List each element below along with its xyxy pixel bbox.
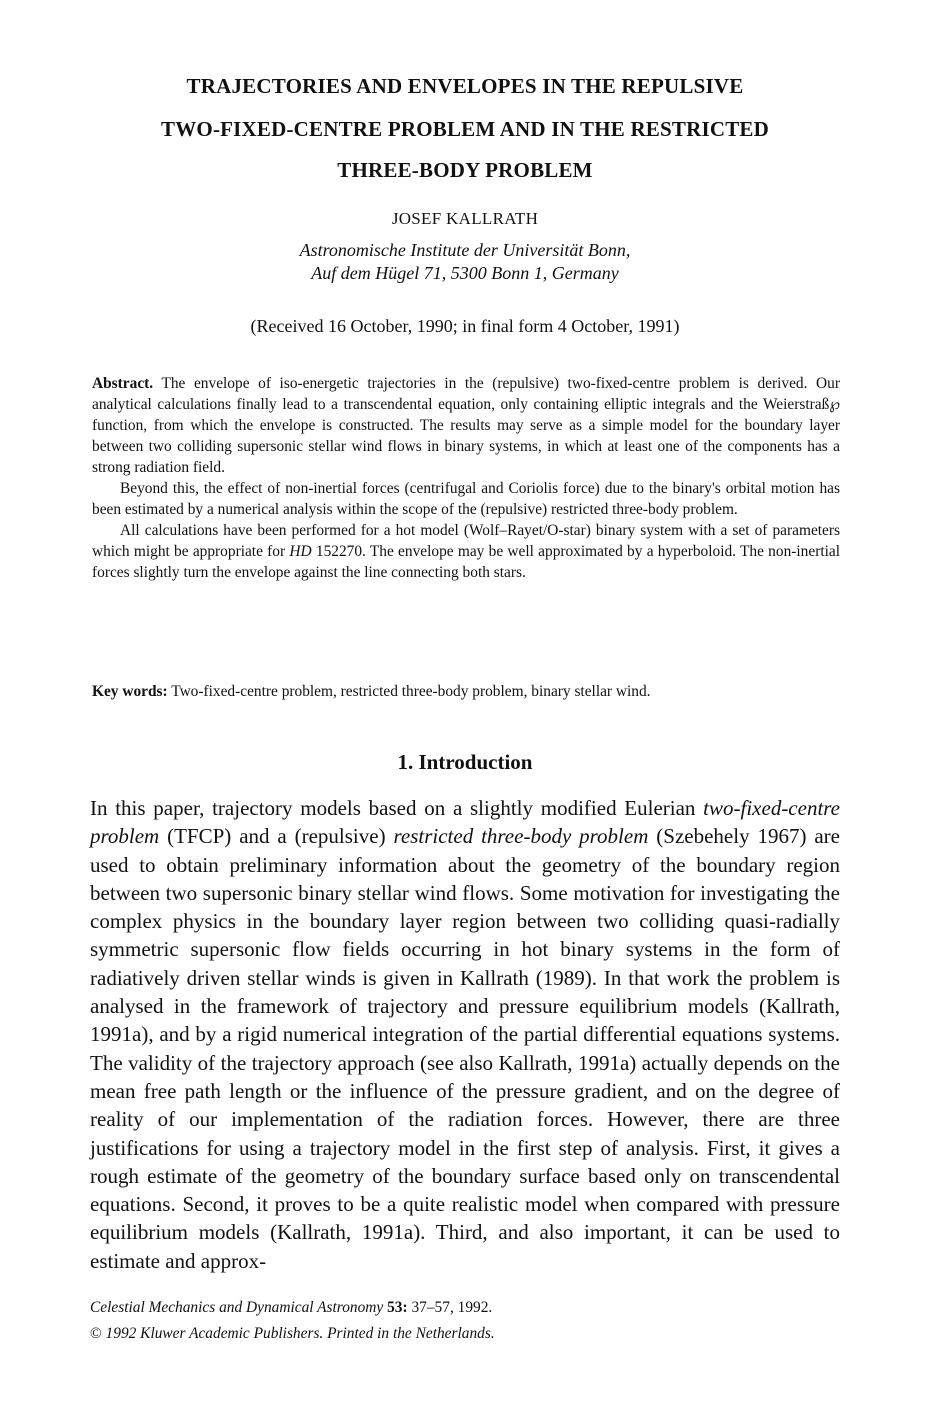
journal-citation [90,1299,840,1317]
intro-term-r3bp: restricted three-body problem [393,824,649,849]
abstract-paragraph-2: Beyond this, the effect of non-inertial forces (centrifugal and Coriolis force) due to the binary's orbital motion has been estimated by a numerical analysis within the scope of the (repulsive) restricted three-body problem. [92,480,840,518]
affiliation-line-1: Astronomische Institute der Universität Bonn, [299,240,631,260]
journal-pages: 37–57, 1992. [407,1299,493,1316]
introduction-body [90,794,840,1275]
abstract-hd-label: HD [289,543,312,560]
paper-title-line-1: TRAJECTORIES AND ENVELOPES IN THE REPULSIVE [186,74,744,98]
keywords-label: Key words: [92,683,168,700]
abstract-text-3a: All calculations have been performed for a hot model (Wolf–Rayet/O-star) binary system with a set of parameters which might be appropriate for [92,522,840,560]
author-name: JOSEF KALLRATH [391,209,539,228]
journal-volume: 53: [387,1299,408,1316]
intro-term-tfcp: two-fixed-centre problem [90,796,840,849]
introduction-paragraph [90,794,840,1275]
intro-text-1: In this paper, trajectory models based on a slightly modified Eulerian [90,796,704,820]
paper-title-line-3: THREE-BODY PROBLEM [337,158,593,182]
abstract-text-1: The envelope of iso-energetic trajectories in the (repulsive) two-fixed-centre problem is derived. Our analytical calculations finally lead to a transcendental equation, only containing elliptic integrals and the Weierstraß℘ function, from which the envelope is constructed. The results may serve as a simple model for the boundary layer between two colliding supersonic stellar wind flows in binary systems, in which at least one of the components has a strong radiation field. [92,375,840,476]
received-dates: (Received 16 October, 1990; in final form 4 October, 1991) [250,316,680,336]
journal-name: Celestial Mechanics and Dynamical Astronomy [90,1299,384,1316]
copyright-symbol: © [90,1325,102,1342]
abstract-label: Abstract. [92,375,154,392]
copyright-text: 1992 Kluwer Academic Publishers. Printed in the Netherlands. [101,1325,495,1342]
copyright-line [90,1325,840,1343]
abstract [92,373,840,583]
intro-text-3: (Szebehely 1967) are used to obtain preliminary information about the geometry of the boundary region between two supersonic binary stellar wind flows. Some motivation for investigating the complex physics in the boundary layer region between two colliding quasi-radially symmetric supersonic flow fields occurring in hot binary systems in the form of radiatively driven stellar winds is given in Kallrath (1989). In that work the problem is analysed in the framework of trajectory and pressure equilibrium models (Kallrath, 1991a), and by a rigid numerical integration of the partial differential equations systems. The validity of the trajectory approach (see also Kallrath, 1991a) actually depends on the mean free path length or the influence of the pressure gradient, and on the degree of reality of our implementation of the radiation forces. However, there are three justifications for using a trajectory model in the first step of analysis. First, it gives a rough estimate of the geometry of the boundary surface based only on transcendental equations. Second, it proves to be a quite realistic model when compared with pressure equilibrium models (Kallrath, 1991a). Third, and also important, it can be used to estimate and approx- [90,824,840,1273]
keywords-text: Two-fixed-centre problem, restricted three-body problem, binary stellar wind. [167,683,651,700]
intro-text-2: (TFCP) and a (repulsive) [159,824,394,849]
abstract-paragraph-3 [92,520,840,583]
abstract-text-3b: 152270. The envelope may be well approximated by a hyperboloid. The non-inertial forces slightly turn the envelope against the line connecting both stars. [92,543,840,581]
section-heading: 1. Introduction [397,750,533,774]
abstract-paragraph-1 [92,373,840,478]
paper-title-line-2: TWO-FIXED-CENTRE PROBLEM AND IN THE RESTRICTED [161,117,769,141]
affiliation-line-2: Auf dem Hügel 71, 5300 Bonn 1, Germany [311,263,619,283]
keywords [92,683,840,701]
